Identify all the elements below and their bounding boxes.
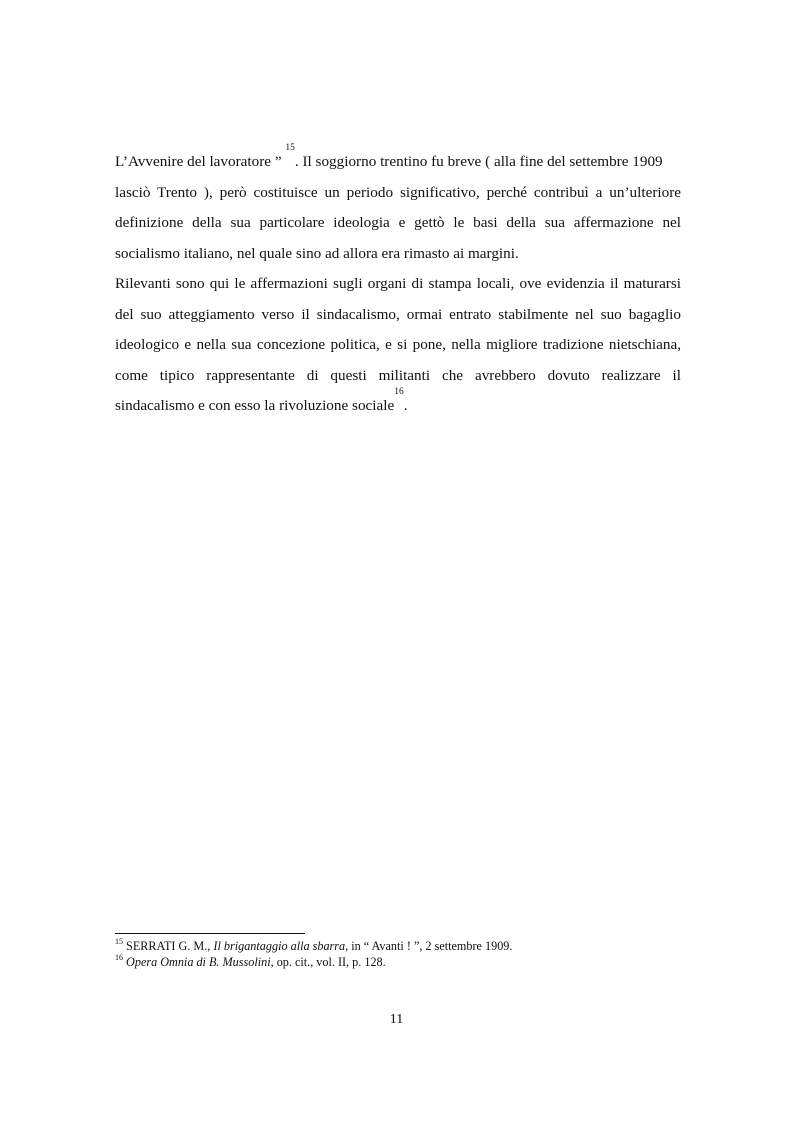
body-line-9-after: .	[403, 397, 408, 414]
footnote-details: , op. cit., vol. II, p. 128.	[270, 954, 386, 969]
body-line-9	[115, 387, 681, 422]
footnote-title: Opera Omnia di B. Mussolini	[126, 954, 271, 969]
footnote-ref-16[interactable]: 16	[394, 387, 404, 397]
page-number: 11	[389, 1012, 404, 1027]
footnote-16	[115, 952, 681, 971]
footnote-ref-15[interactable]: 15	[285, 143, 295, 153]
body-line-3	[115, 208, 681, 239]
body-line-5	[115, 269, 681, 300]
footnote-number: 15	[115, 937, 123, 946]
footnote-number: 16	[115, 952, 123, 962]
footnote-divider	[115, 933, 305, 934]
body-line-4	[115, 239, 681, 270]
body-line-4-text: socialismo italiano, nel quale sino ad allora era rimasto ai margini.	[115, 244, 519, 262]
body-line-6-text: del suo atteggiamento verso il sindacalismo, ormai entrato stabilmente nel suo bagaglio	[115, 305, 681, 323]
body-line-1-text: L’Avvenire del lavoratore ”	[115, 153, 286, 170]
footnotes	[115, 939, 681, 970]
body-line-5-text: Rilevanti sono qui le affermazioni sugli organi di stampa locali, ove evidenzia il maturarsi	[115, 275, 681, 292]
body-line-3-text: definizione della sua particolare ideologia e gettò le basi della sua affermazione nel	[115, 214, 681, 231]
footnote-15	[115, 939, 681, 955]
body-line-6	[115, 300, 681, 331]
footnote-details: , in “ Avanti ! ”, 2 settembre 1909.	[345, 939, 513, 953]
body-text	[115, 143, 681, 422]
body-line-2	[115, 178, 681, 209]
body-line-7-text: ideologico e nella sua concezione politica, e si pone, nella migliore tradizione nietschiana,	[115, 336, 681, 353]
body-line-7	[115, 330, 681, 361]
footnote-title: Il brigantaggio alla sbarra	[213, 939, 346, 953]
footnote-author: SERRATI G. M.,	[126, 939, 214, 953]
body-line-1	[115, 143, 681, 178]
body-line-2-text: lasciò Trento ), però costituisce un periodo significativo, perché contribuì a un’ulteriore	[115, 183, 681, 201]
body-line-8-text: come tipico rappresentante di questi militanti che avrebbero dovuto realizzare il	[115, 366, 681, 384]
body-line-9-text: sindacalismo e con esso la rivoluzione sociale	[115, 397, 395, 414]
body-line-1-after: . Il soggiorno trentino fu breve ( alla fine del settembre 1909	[294, 153, 663, 170]
